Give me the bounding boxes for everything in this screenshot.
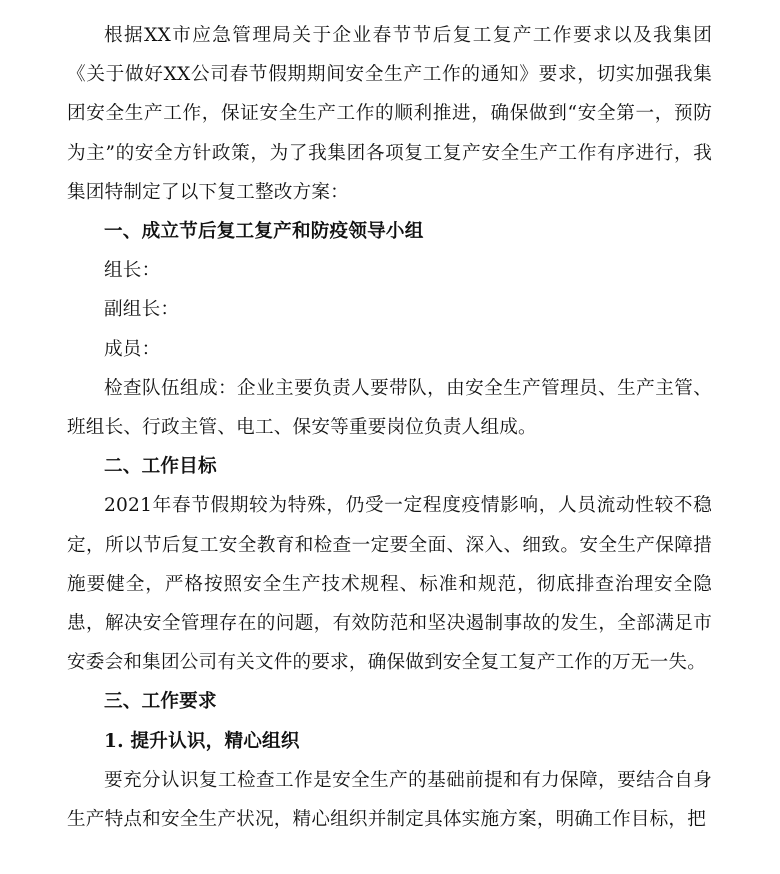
inspection-team-paragraph: 检查队伍组成：企业主要负责人要带队，由安全生产管理员、生产主管、班组长、行政主管、电工、保安等重要岗位负责人组成。	[67, 377, 712, 439]
subsection-1-paragraph: 要充分认识复工检查工作是安全生产的基础前提和有力保障，要结合自身生产特点和安全生产状况，精心组织并制定具体实施方案，明确工作目标，把	[67, 769, 712, 831]
section-1-heading: 一、成立节后复工复产和防疫领导小组	[104, 221, 424, 243]
intro-paragraph: 根据XX市应急管理局关于企业春节节后复工复产工作要求以及我集团《关于做好XX公司春节假期期间安全生产工作的通知》要求，切实加强我集团安全生产工作，保证安全生产工作的顺利推进，确保做到“安全第一，预防为主”的安全方针政策，为了我集团各项复工复产安全生产工作有序进行，我集团特制定了以下复工整改方案：	[67, 25, 712, 203]
work-goal-paragraph: 2021年春节假期较为特殊，仍受一定程度疫情影响，人员流动性较不稳定，所以节后复工安全教育和检查一定要全面、深入、细致。安全生产保障措施要健全，严格按照安全生产技术规程、标准和规范，彻底排查治理安全隐患，解决安全管理存在的问题，有效防范和坚决遏制事故的发生，全部满足市安委会和集团公司有关文件的要求，确保做到安全复工复产工作的万无一失。	[67, 495, 712, 674]
members-field: 成员：	[104, 338, 161, 360]
section-3-heading: 三、工作要求	[104, 691, 217, 713]
subsection-1-heading: 1. 提升认识，精心组织	[104, 730, 300, 752]
deputy-leader-field: 副组长：	[104, 299, 180, 321]
section-2-heading: 二、工作目标	[104, 456, 217, 478]
leader-field: 组长：	[104, 260, 161, 282]
